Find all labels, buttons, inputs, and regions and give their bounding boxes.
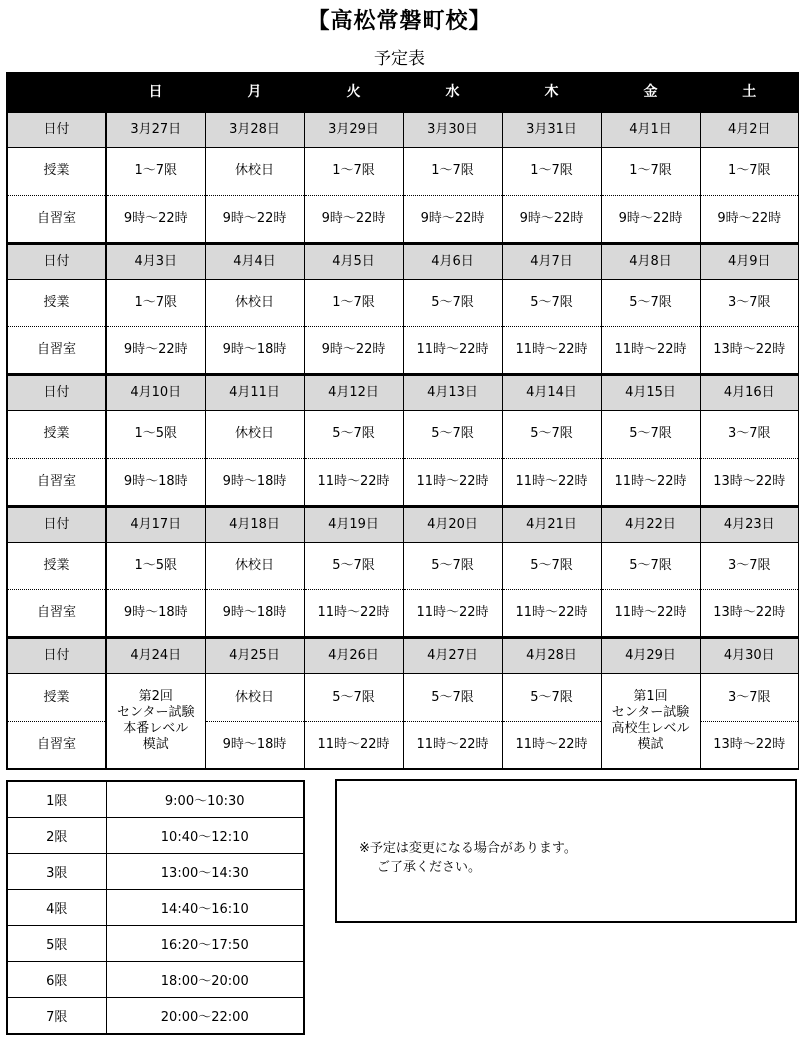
study-cell: 9時～22時: [601, 195, 700, 243]
date-cell: 4月14日: [502, 375, 601, 411]
class-cell: 5～7限: [403, 411, 502, 458]
study-cell: 9時～22時: [106, 195, 205, 243]
class-cell: 3～7限: [700, 411, 799, 458]
class-cell: 休校日: [205, 674, 304, 721]
row-label-class: 授業: [7, 674, 106, 721]
day-header: 金: [601, 73, 700, 112]
day-header: 木: [502, 73, 601, 112]
date-row: [7, 638, 799, 674]
date-cell: 4月5日: [304, 243, 403, 279]
study-cell: 9時～22時: [502, 195, 601, 243]
row-label-date: 日付: [7, 112, 106, 148]
study-cell: 13時～22時: [700, 721, 799, 769]
date-cell: 4月1日: [601, 112, 700, 148]
date-row: [7, 243, 799, 279]
class-cell: 1～7限: [601, 148, 700, 195]
row-label-study: 自習室: [7, 721, 106, 769]
class-cell: 1～7限: [502, 148, 601, 195]
row-label-class: 授業: [7, 411, 106, 458]
study-cell: 11時～22時: [502, 590, 601, 638]
class-cell: 1～7限: [106, 148, 205, 195]
schedule-body: [7, 73, 799, 769]
class-row: [7, 542, 799, 589]
date-cell: 3月29日: [304, 112, 403, 148]
exam-event-line: 模試: [637, 737, 664, 753]
study-cell: 9時～18時: [205, 590, 304, 638]
period-label: 2限: [7, 818, 106, 854]
period-times-table: [6, 780, 305, 1035]
row-label-study: 自習室: [7, 195, 106, 243]
study-cell: 11時～22時: [403, 327, 502, 375]
class-cell: 1～7限: [700, 148, 799, 195]
row-label-study: 自習室: [7, 590, 106, 638]
day-header: 土: [700, 73, 799, 112]
date-cell: 4月28日: [502, 638, 601, 674]
date-cell: 4月21日: [502, 506, 601, 542]
class-cell: 1～7限: [403, 148, 502, 195]
period-row: [7, 962, 304, 998]
date-cell: 4月29日: [601, 638, 700, 674]
class-cell: 5～7限: [601, 542, 700, 589]
date-row: [7, 506, 799, 542]
class-cell: 1～7限: [304, 279, 403, 326]
exam-event-cell: [106, 674, 205, 769]
period-time: 18:00～20:00: [106, 962, 304, 998]
study-cell: 11時～22時: [304, 458, 403, 506]
exam-event-line: 第1回: [633, 689, 668, 705]
date-cell: 4月11日: [205, 375, 304, 411]
study-cell: 9時～18時: [106, 590, 205, 638]
row-label-date: 日付: [7, 506, 106, 542]
notice-line: ご了承ください。: [377, 860, 482, 875]
period-row: [7, 926, 304, 962]
class-cell: 休校日: [205, 148, 304, 195]
study-room-row: [7, 590, 799, 638]
class-row: [7, 148, 799, 195]
exam-event-line: センター試験: [117, 705, 195, 721]
study-cell: 11時～22時: [403, 458, 502, 506]
class-cell: 1～7限: [304, 148, 403, 195]
row-label-study: 自習室: [7, 458, 106, 506]
date-cell: 4月16日: [700, 375, 799, 411]
date-cell: 3月27日: [106, 112, 205, 148]
exam-event-line: 模試: [142, 737, 169, 753]
row-label-class: 授業: [7, 542, 106, 589]
study-room-row: [7, 195, 799, 243]
study-cell: 9時～22時: [205, 195, 304, 243]
study-room-row: [7, 458, 799, 506]
page-title: 【高松常磐町校】: [307, 9, 492, 34]
exam-event-line: 高校生レベル: [611, 721, 690, 737]
class-cell: 休校日: [205, 279, 304, 326]
period-time: 16:20～17:50: [106, 926, 304, 962]
period-label: 6限: [7, 962, 106, 998]
study-cell: 9時～22時: [106, 327, 205, 375]
day-header-row: [7, 73, 799, 112]
period-time: 20:00～22:00: [106, 998, 304, 1035]
date-cell: 4月30日: [700, 638, 799, 674]
study-cell: 11時～22時: [502, 721, 601, 769]
study-cell: 11時～22時: [601, 458, 700, 506]
date-cell: 4月10日: [106, 375, 205, 411]
study-cell: 11時～22時: [601, 590, 700, 638]
class-row: [7, 279, 799, 326]
date-row: [7, 112, 799, 148]
date-cell: 4月20日: [403, 506, 502, 542]
date-cell: 3月30日: [403, 112, 502, 148]
study-cell: 9時～18時: [205, 458, 304, 506]
period-time: 14:40～16:10: [106, 890, 304, 926]
study-cell: 9時～22時: [304, 327, 403, 375]
day-header: 日: [106, 73, 205, 112]
study-cell: 9時～18時: [106, 458, 205, 506]
date-cell: 4月9日: [700, 243, 799, 279]
study-cell: 11時～22時: [403, 590, 502, 638]
day-header: 水: [403, 73, 502, 112]
exam-event-line: 第2回: [138, 689, 173, 705]
notice-box: [335, 779, 797, 923]
row-label-class: 授業: [7, 148, 106, 195]
class-cell: 5～7限: [601, 279, 700, 326]
period-times-body: [7, 781, 304, 1034]
date-cell: 3月28日: [205, 112, 304, 148]
date-cell: 4月2日: [700, 112, 799, 148]
class-cell: 休校日: [205, 411, 304, 458]
class-cell: 5～7限: [403, 542, 502, 589]
date-cell: 4月18日: [205, 506, 304, 542]
date-cell: 4月19日: [304, 506, 403, 542]
row-label-class: 授業: [7, 279, 106, 326]
date-cell: 4月27日: [403, 638, 502, 674]
date-cell: 4月26日: [304, 638, 403, 674]
period-time: 10:40～12:10: [106, 818, 304, 854]
class-cell: 5～7限: [304, 542, 403, 589]
study-cell: 9時～18時: [205, 327, 304, 375]
date-cell: 4月3日: [106, 243, 205, 279]
row-label-date: 日付: [7, 638, 106, 674]
class-cell: 5～7限: [403, 279, 502, 326]
row-label-date: 日付: [7, 375, 106, 411]
class-cell: 3～7限: [700, 674, 799, 721]
class-cell: 1～5限: [106, 542, 205, 589]
exam-event-line: 本番レベル: [123, 721, 189, 737]
class-cell: 1～5限: [106, 411, 205, 458]
period-row: [7, 818, 304, 854]
date-cell: 4月7日: [502, 243, 601, 279]
class-row: [7, 674, 799, 721]
date-row: [7, 375, 799, 411]
class-cell: 5～7限: [502, 411, 601, 458]
class-cell: 5～7限: [502, 279, 601, 326]
study-cell: 13時～22時: [700, 327, 799, 375]
day-header: 火: [304, 73, 403, 112]
date-cell: 4月25日: [205, 638, 304, 674]
date-cell: 4月15日: [601, 375, 700, 411]
date-cell: 4月4日: [205, 243, 304, 279]
study-cell: 11時～22時: [601, 327, 700, 375]
period-label: 5限: [7, 926, 106, 962]
date-cell: 4月13日: [403, 375, 502, 411]
class-cell: 休校日: [205, 542, 304, 589]
study-cell: 13時～22時: [700, 458, 799, 506]
study-cell: 11時～22時: [304, 590, 403, 638]
date-cell: 4月12日: [304, 375, 403, 411]
day-header-corner: [7, 73, 106, 112]
period-label: 3限: [7, 854, 106, 890]
period-time: 9:00～10:30: [106, 781, 304, 818]
study-cell: 9時～22時: [304, 195, 403, 243]
date-cell: 4月8日: [601, 243, 700, 279]
class-cell: 5～7限: [601, 411, 700, 458]
period-time: 13:00～14:30: [106, 854, 304, 890]
class-cell: 5～7限: [304, 411, 403, 458]
row-label-date: 日付: [7, 243, 106, 279]
schedule-table: [6, 72, 799, 770]
study-cell: 11時～22時: [502, 327, 601, 375]
study-cell: 9時～22時: [700, 195, 799, 243]
period-row: [7, 890, 304, 926]
study-cell: 11時～22時: [502, 458, 601, 506]
study-cell: 11時～22時: [304, 721, 403, 769]
class-cell: 5～7限: [403, 674, 502, 721]
class-cell: 5～7限: [304, 674, 403, 721]
study-room-row: [7, 327, 799, 375]
period-label: 7限: [7, 998, 106, 1035]
study-cell: 13時～22時: [700, 590, 799, 638]
date-cell: 4月17日: [106, 506, 205, 542]
period-row: [7, 781, 304, 818]
class-cell: 3～7限: [700, 279, 799, 326]
exam-event-cell: [601, 674, 700, 769]
study-cell: 9時～22時: [403, 195, 502, 243]
period-row: [7, 998, 304, 1035]
date-cell: 4月23日: [700, 506, 799, 542]
class-cell: 3～7限: [700, 542, 799, 589]
period-label: 1限: [7, 781, 106, 818]
notice-line: ※予定は変更になる場合があります。: [359, 841, 577, 856]
class-row: [7, 411, 799, 458]
date-cell: 4月22日: [601, 506, 700, 542]
study-cell: 9時～18時: [205, 721, 304, 769]
row-label-study: 自習室: [7, 327, 106, 375]
class-cell: 5～7限: [502, 542, 601, 589]
date-cell: 4月24日: [106, 638, 205, 674]
class-cell: 5～7限: [502, 674, 601, 721]
date-cell: 4月6日: [403, 243, 502, 279]
study-cell: 11時～22時: [403, 721, 502, 769]
page-subtitle: 予定表: [374, 49, 425, 69]
day-header: 月: [205, 73, 304, 112]
period-row: [7, 854, 304, 890]
class-cell: 1～7限: [106, 279, 205, 326]
exam-event-line: センター試験: [611, 705, 690, 721]
date-cell: 3月31日: [502, 112, 601, 148]
period-label: 4限: [7, 890, 106, 926]
